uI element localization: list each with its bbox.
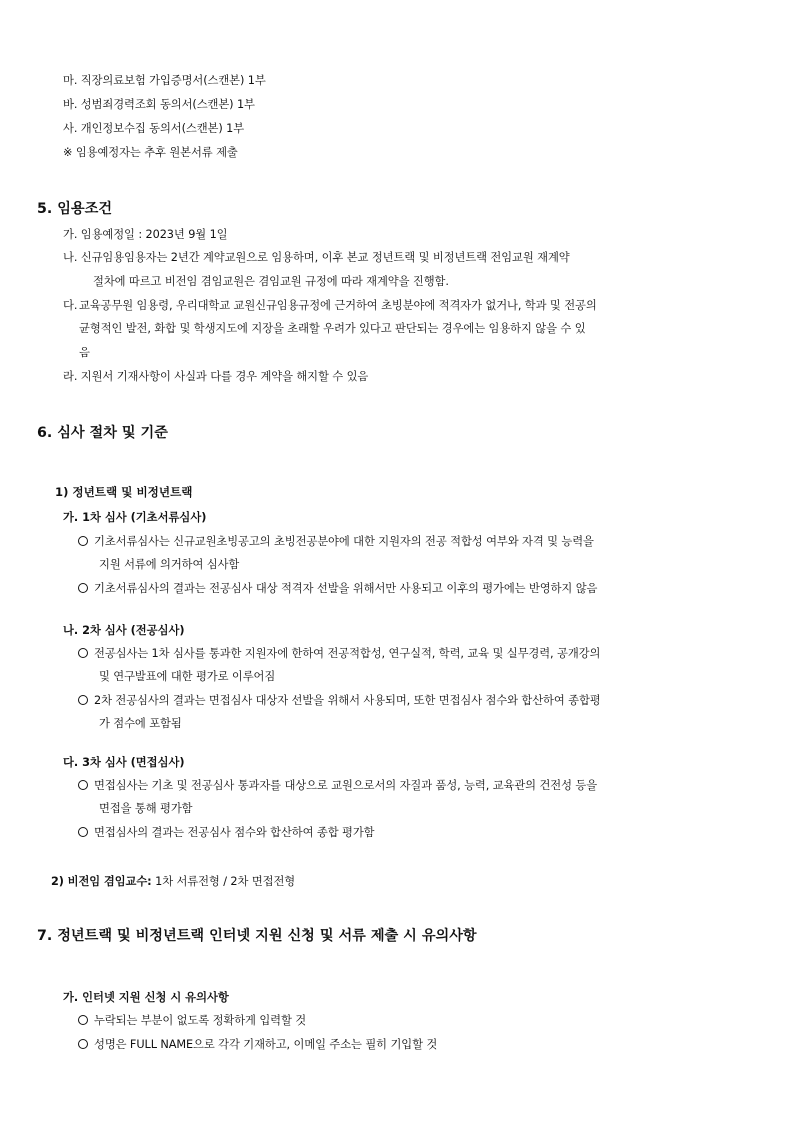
doc-item-privacy-consent: 사. 개인정보수집 동의서(스캔본) 1부 [63, 122, 245, 135]
sec7-bullet1: 누락되는 부분이 없도록 정확하게 입력할 것 [78, 1013, 306, 1029]
sec6-sub2-label: 2) 비전임 겸임교수: [51, 875, 152, 888]
circle-bullet-icon [78, 1015, 88, 1025]
sec6-sub2 [51, 874, 295, 890]
section-6-title: 6. 심사 절차 및 기준 [37, 425, 168, 441]
sec6-da-bullet1-line2: 면접을 통해 평가함 [99, 802, 193, 815]
sec6-na-bullet1-line2: 및 연구발표에 대한 평가로 이루어짐 [99, 670, 276, 683]
doc-note-originals: ※ 임용예정자는 추후 원본서류 제출 [63, 146, 238, 159]
sec5-item-na-line1: 나. 신규임용임용자는 2년간 계약교원으로 임용하며, 이후 본교 정년트랙 및 비정년트랙 전임교원 재계약 [63, 251, 570, 264]
circle-bullet-icon [78, 1039, 88, 1049]
circle-bullet-icon [78, 648, 88, 658]
sec6-sub1-title: 1) 정년트랙 및 비정년트랙 [55, 485, 193, 499]
sec5-item-da-prefix: 다. [63, 299, 78, 312]
sec6-ga-title: 가. 1차 심사 (기초서류심사) [63, 511, 207, 524]
sec5-item-da-line1: 교육공무원 임용령, 우리대학교 교원신규임용규정에 근거하여 초빙분야에 적격자가 없거나, 학과 및 전공의 [79, 299, 597, 312]
sec5-item-na-line2: 절차에 따르고 비전임 겸임교원은 겸임교원 규정에 따라 재계약을 진행함. [93, 275, 449, 288]
circle-bullet-icon [78, 583, 88, 593]
circle-bullet-icon [78, 536, 88, 546]
sec6-da-bullet2: 면접심사의 결과는 전공심사 점수와 합산하여 종합 평가함 [78, 825, 374, 841]
sec6-sub2-text: 1차 서류전형 / 2차 면접전형 [151, 875, 296, 888]
sec6-na-bullet2-line1: 2차 전공심사의 결과는 면접심사 대상자 선발을 위해서 사용되며, 또한 면접심사 점수와 합산하여 종합평 [78, 693, 601, 709]
sec6-ga-bullet1-line2: 지원 서류에 의거하여 심사함 [99, 558, 240, 571]
sec6-na-bullet1-line1: 전공심사는 1차 심사를 통과한 지원자에 한하여 전공적합성, 연구실적, 학력, 교육 및 실무경력, 공개강의 [78, 646, 600, 662]
section-7-title: 7. 정년트랙 및 비정년트랙 인터넷 지원 신청 및 서류 제출 시 유의사항 [37, 928, 477, 944]
sec5-item-ra: 라. 지원서 기재사항이 사실과 다를 경우 계약을 해지할 수 있음 [63, 370, 369, 383]
sec6-da-title: 다. 3차 심사 (면접심사) [63, 756, 185, 769]
sec5-item-da-line3: 음 [79, 346, 90, 359]
sec7-bullet2: 성명은 FULL NAME으로 각각 기재하고, 이메일 주소는 필히 기입할 것 [78, 1037, 437, 1053]
circle-bullet-icon [78, 827, 88, 837]
section-5-title: 5. 임용조건 [37, 201, 113, 217]
sec6-na-bullet2-line2: 가 점수에 포함됨 [99, 717, 182, 730]
sec5-item-ga: 가. 임용예정일 : 2023년 9월 1일 [63, 228, 228, 241]
circle-bullet-icon [78, 780, 88, 790]
sec5-item-da-line2: 균형적인 발전, 화합 및 학생지도에 지장을 초래할 우려가 있다고 판단되는 경우에는 임용하지 않을 수 있 [79, 322, 586, 335]
sec6-ga-bullet2: 기초서류심사의 결과는 전공심사 대상 적격자 선발을 위해서만 사용되고 이후의 평가에는 반영하지 않음 [78, 581, 597, 597]
sec6-ga-bullet1-line1: 기초서류심사는 신규교원초빙공고의 초빙전공분야에 대한 지원자의 전공 적합성 여부와 자격 및 능력을 [78, 534, 594, 550]
sec7-ga-title: 가. 인터넷 지원 신청 시 유의사항 [63, 991, 229, 1004]
sec6-da-bullet1-line1: 면접심사는 기초 및 전공심사 통과자를 대상으로 교원으로서의 자질과 품성, 능력, 교육관의 건전성 등을 [78, 778, 597, 794]
doc-item-health-insurance: 마. 직장의료보험 가입증명서(스캔본) 1부 [63, 74, 266, 87]
sec6-na-title: 나. 2차 심사 (전공심사) [63, 624, 185, 637]
doc-item-sex-crime-record: 바. 성범죄경력조회 동의서(스캔본) 1부 [63, 98, 255, 111]
circle-bullet-icon [78, 695, 88, 705]
